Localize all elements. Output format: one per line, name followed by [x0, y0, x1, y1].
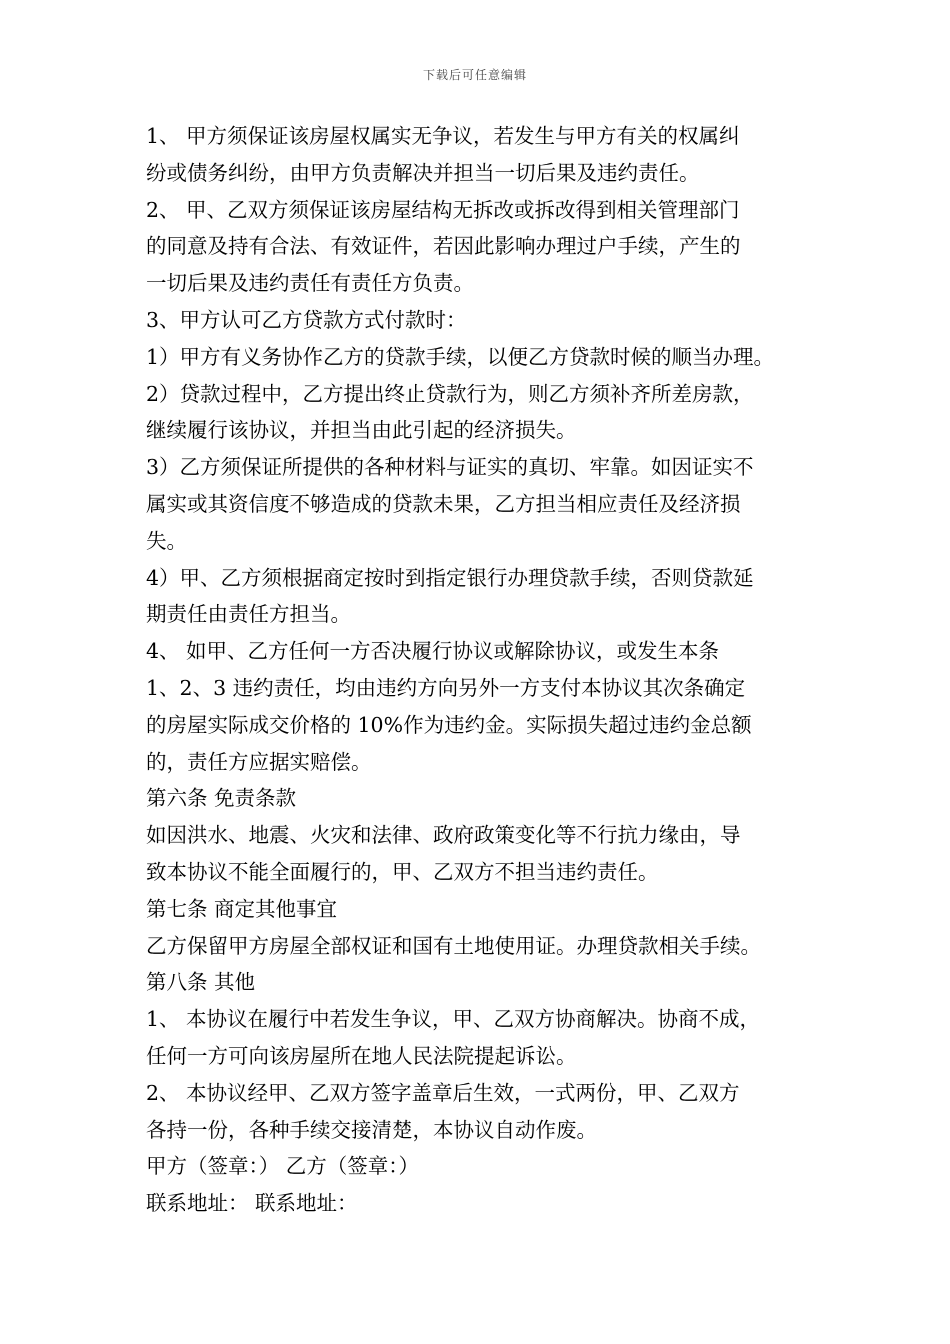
- text-line: 属实或其资信度不够造成的贷款未果，乙方担当相应责任及经济损: [146, 491, 741, 516]
- header-note: 下载后可任意编辑: [422, 68, 527, 82]
- text-line: 1）甲方有义务协作乙方的贷款手续，以便乙方贷款时候的顺当办理。: [146, 344, 775, 369]
- text-line: 的房屋实际成交价格的 10%作为违约金。实际损失超过违约金总额: [146, 712, 752, 737]
- text-line: 失。: [146, 528, 187, 553]
- text-line: 4）甲、乙方须根据商定按时到指定银行办理贷款手续，否则贷款延: [146, 565, 754, 590]
- signature-line: 甲方（签章：） 乙方（签章：）: [146, 1154, 420, 1179]
- section-heading: 第六条 免责条款: [146, 786, 297, 811]
- text-line: 4、 如甲、乙方任何一方否决履行协议或解除协议，或发生本条: [146, 639, 720, 664]
- document-body: [146, 118, 816, 1222]
- text-line: 2）贷款过程中，乙方提出终止贷款行为，则乙方须补齐所差房款，: [146, 381, 754, 406]
- text-line: 1、 甲方须保证该房屋权属实无争议，若发生与甲方有关的权属纠: [146, 124, 740, 148]
- text-line: 2、 本协议经甲、乙双方签字盖章后生效，一式两份，甲、乙双方: [146, 1080, 740, 1105]
- text-line: 1、2、3 违约责任，均由违约方向另外一方支付本协议其次条确定: [146, 675, 746, 700]
- text-line: 如因洪水、地震、火灾和法律、政府政策变化等不行抗力缘由，导: [146, 823, 741, 848]
- address-line: 联系地址： 联系地址：: [146, 1191, 358, 1216]
- text-line: 乙方保留甲方房屋全部权证和国有土地使用证。办理贷款相关手续。: [146, 933, 761, 958]
- text-line: 一切后果及违约责任有责任方负责。: [146, 271, 474, 296]
- section-heading: 第八条 其他: [146, 970, 256, 995]
- text-line: 1、 本协议在履行中若发生争议，甲、乙双方协商解决。协商不成，: [146, 1007, 761, 1032]
- text-line: 期责任由责任方担当。: [146, 602, 351, 627]
- text-line: 的，责任方应据实赔偿。: [146, 749, 372, 774]
- text-line: 2、 甲、乙双方须保证该房屋结构无拆改或拆改得到相关管理部门: [146, 197, 740, 222]
- section-heading: 第七条 商定其他事宜: [146, 896, 338, 921]
- text-line: 各持一份，各种手续交接清楚，本协议自动作废。: [146, 1117, 597, 1142]
- text-line: 3）乙方须保证所提供的各种材料与证实的真切、牢靠。如因证实不: [146, 455, 754, 480]
- text-line: 的同意及持有合法、有效证件，若因此影响办理过户手续，产生的: [146, 234, 741, 259]
- text-line: 任何一方可向该房屋所在地人民法院提起诉讼。: [146, 1043, 577, 1068]
- text-line: 致本协议不能全面履行的，甲、乙双方不担当违约责任。: [146, 859, 659, 884]
- text-line: 纷或债务纠纷，由甲方负责解决并担当一切后果及违约责任。: [146, 160, 700, 185]
- text-line: 3、甲方认可乙方贷款方式付款时：: [146, 307, 467, 332]
- text-line: 继续履行该协议，并担当由此引起的经济损失。: [146, 418, 577, 443]
